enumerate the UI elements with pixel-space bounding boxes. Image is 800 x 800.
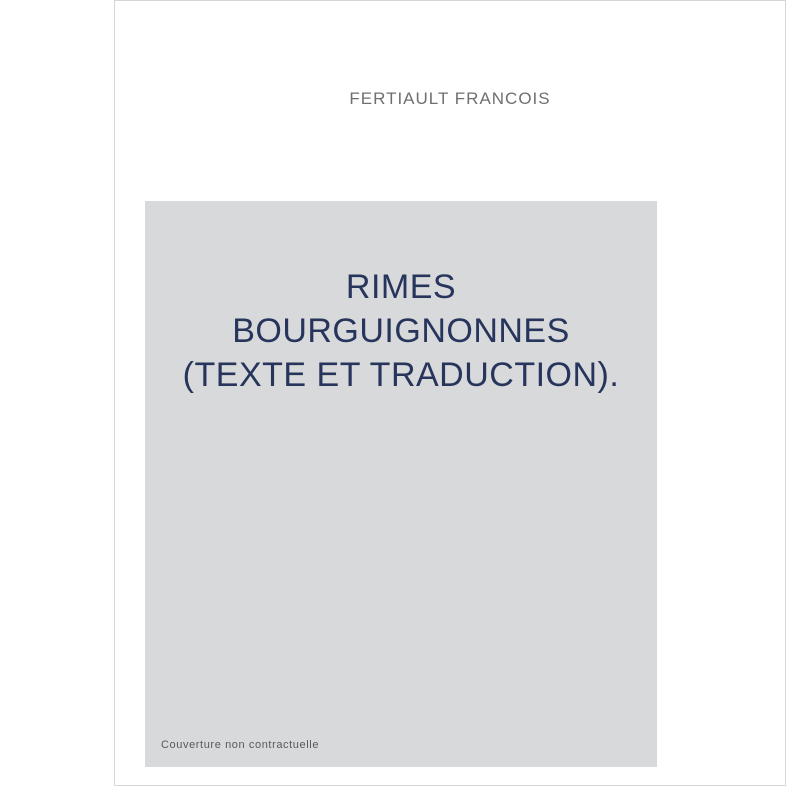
cover-disclaimer: Couverture non contractuelle <box>161 739 320 751</box>
title-line-2: BOURGUIGNONNES <box>232 312 570 350</box>
title-line-3: (TEXTE ET TRADUCTION). <box>182 356 620 394</box>
title-line-1: RIMES <box>345 268 457 306</box>
author-name: FERTIAULT FRANCOIS <box>349 89 551 108</box>
book-title <box>145 265 657 397</box>
cover-placeholder-block <box>145 201 657 767</box>
book-cover-sheet <box>114 0 786 786</box>
